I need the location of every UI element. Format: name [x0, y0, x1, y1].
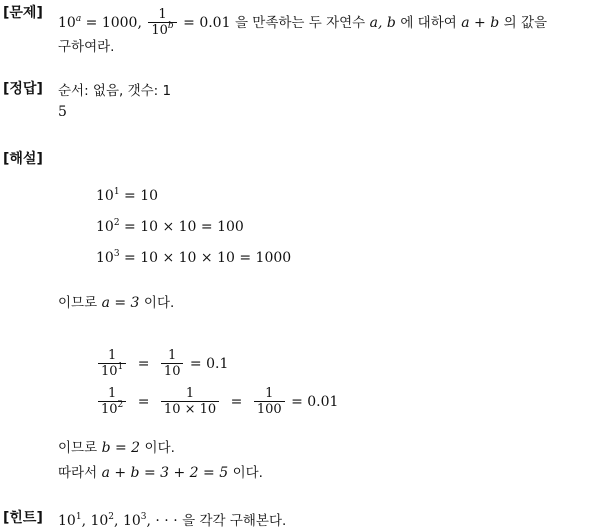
fraction-eq-1: $\frac{1}{10^1}$ = $\frac{1}{10}$ = 0.1 [96, 349, 228, 379]
answer-value: 5 [58, 104, 67, 120]
problem-vars: a, b [369, 15, 396, 31]
power-eq-2: $10^2 = 10 \times 10 = 100$ [96, 218, 244, 235]
problem-text-2: 에 대하여 [400, 15, 457, 31]
problem-line-2: 구하여라. [58, 39, 115, 55]
problem-frac-rhs: = 0.01 [183, 15, 231, 31]
problem-fraction: $\frac{1}{10^b}$ [148, 8, 176, 38]
answer-meta: 순서: 없음, 갯수: 1 [58, 83, 172, 99]
power-eq-3: $10^3 = 10 \times 10 \times 10 = 1000$ [96, 249, 292, 266]
problem-eq1: 10$^a$ [58, 14, 82, 31]
hint-line: $10^1$, $10^2$, $10^3$, · · · 을 각각 구해본다. [58, 512, 287, 529]
problem-eq1-rhs: = 1000, [85, 15, 142, 31]
hint-label: [힌트] [3, 510, 43, 526]
conclusion-b: 이므로 b = 2 이다. [58, 440, 175, 456]
problem-text-3: 의 값을 [503, 15, 548, 31]
problem-expr: a + b [461, 15, 500, 31]
power-eq-1: $10^1 = 10$ [96, 187, 159, 204]
fraction-eq-2: $\frac{1}{10^2}$ = $\frac{1}{10 \times 10}$ = $\frac{1}{100}$ = 0.01 [96, 387, 338, 417]
problem-label: [문제] [3, 5, 43, 21]
final-conclusion: 따라서 a + b = 3 + 2 = 5 이다. [58, 465, 263, 481]
conclusion-a: 이므로 a = 3 이다. [58, 295, 175, 311]
explanation-label: [해설] [3, 151, 43, 167]
problem-line-1 [58, 8, 547, 38]
problem-text-1: 을 만족하는 두 자연수 [234, 15, 366, 31]
answer-label: [정답] [3, 81, 43, 97]
